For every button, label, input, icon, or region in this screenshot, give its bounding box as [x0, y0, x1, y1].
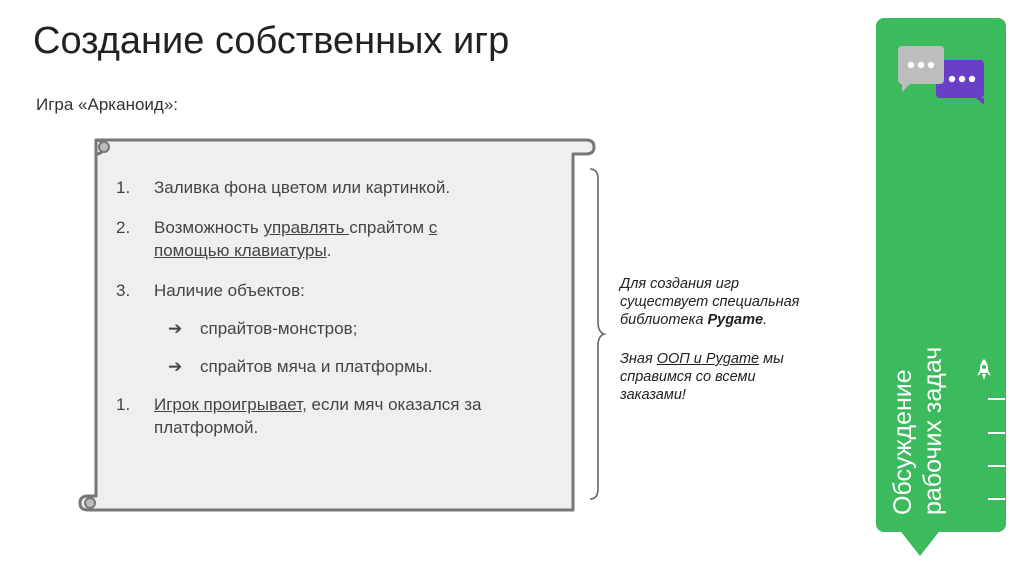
- item-text: Наличие объектов:: [154, 281, 305, 300]
- underlined-fragment: управлять: [263, 218, 350, 237]
- text-fragment: , если мяч оказался за: [302, 395, 482, 414]
- item-number: 1.: [116, 395, 131, 414]
- text-fragment: .: [326, 241, 332, 260]
- note-bold: Pygame: [707, 312, 764, 328]
- side-panel-label: [888, 347, 948, 515]
- note-text: мы: [759, 351, 784, 367]
- note-text: Для создания игр: [620, 276, 740, 292]
- note-text: заказами!: [620, 387, 686, 403]
- note-text: Зная: [620, 351, 657, 367]
- item-text: [154, 216, 554, 262]
- item-text: [154, 393, 554, 439]
- note-text: .: [763, 312, 768, 328]
- slide-title: Создание собственных игр: [33, 20, 510, 62]
- note-text: справимся со всеми: [620, 369, 756, 385]
- side-label-line: Обсуждение: [889, 369, 917, 515]
- note-oop: [620, 350, 850, 404]
- item-number: 1.: [116, 178, 131, 197]
- panel-tick: [988, 498, 1005, 500]
- list-item: [116, 279, 554, 302]
- text-fragment: Возможность: [154, 218, 264, 237]
- slide-subtitle: Игра «Арканоид»:: [36, 95, 179, 114]
- text-fragment: платформой.: [154, 418, 259, 437]
- underlined-fragment: помощью клавиатуры: [154, 241, 327, 260]
- note-text: библиотека: [620, 312, 708, 328]
- item-text: спрайтов-монстров;: [200, 319, 358, 338]
- underlined-fragment: с: [428, 218, 438, 237]
- item-text: спрайтов мяча и платформы.: [200, 357, 433, 376]
- arrow-icon: ➔: [168, 357, 183, 376]
- chat-bubbles-icon: [896, 44, 988, 106]
- curly-brace: [588, 167, 608, 501]
- note-pygame: [620, 275, 850, 329]
- item-number: 2.: [116, 218, 131, 237]
- list-item: [116, 176, 554, 199]
- side-label-line: рабочих задач: [919, 346, 947, 515]
- underlined-fragment: Игрок проигрывает: [154, 395, 303, 414]
- arrow-icon: ➔: [168, 319, 183, 338]
- panel-tick: [988, 432, 1005, 434]
- rocket-icon: [976, 358, 992, 382]
- item-number: 3.: [116, 281, 131, 300]
- item-text: Заливка фона цветом или картинкой.: [154, 178, 451, 197]
- sub-list-item: [168, 317, 357, 340]
- text-fragment: спрайтом: [349, 218, 429, 237]
- list-item: [116, 393, 554, 439]
- panel-tick: [988, 465, 1005, 467]
- note-text: существует специальная: [620, 294, 800, 310]
- sub-list-item: [168, 355, 433, 378]
- list-item: [116, 216, 554, 262]
- note-link[interactable]: ООП и Pygame: [656, 351, 760, 367]
- panel-tick: [988, 398, 1005, 400]
- side-panel-pointer: [898, 528, 942, 556]
